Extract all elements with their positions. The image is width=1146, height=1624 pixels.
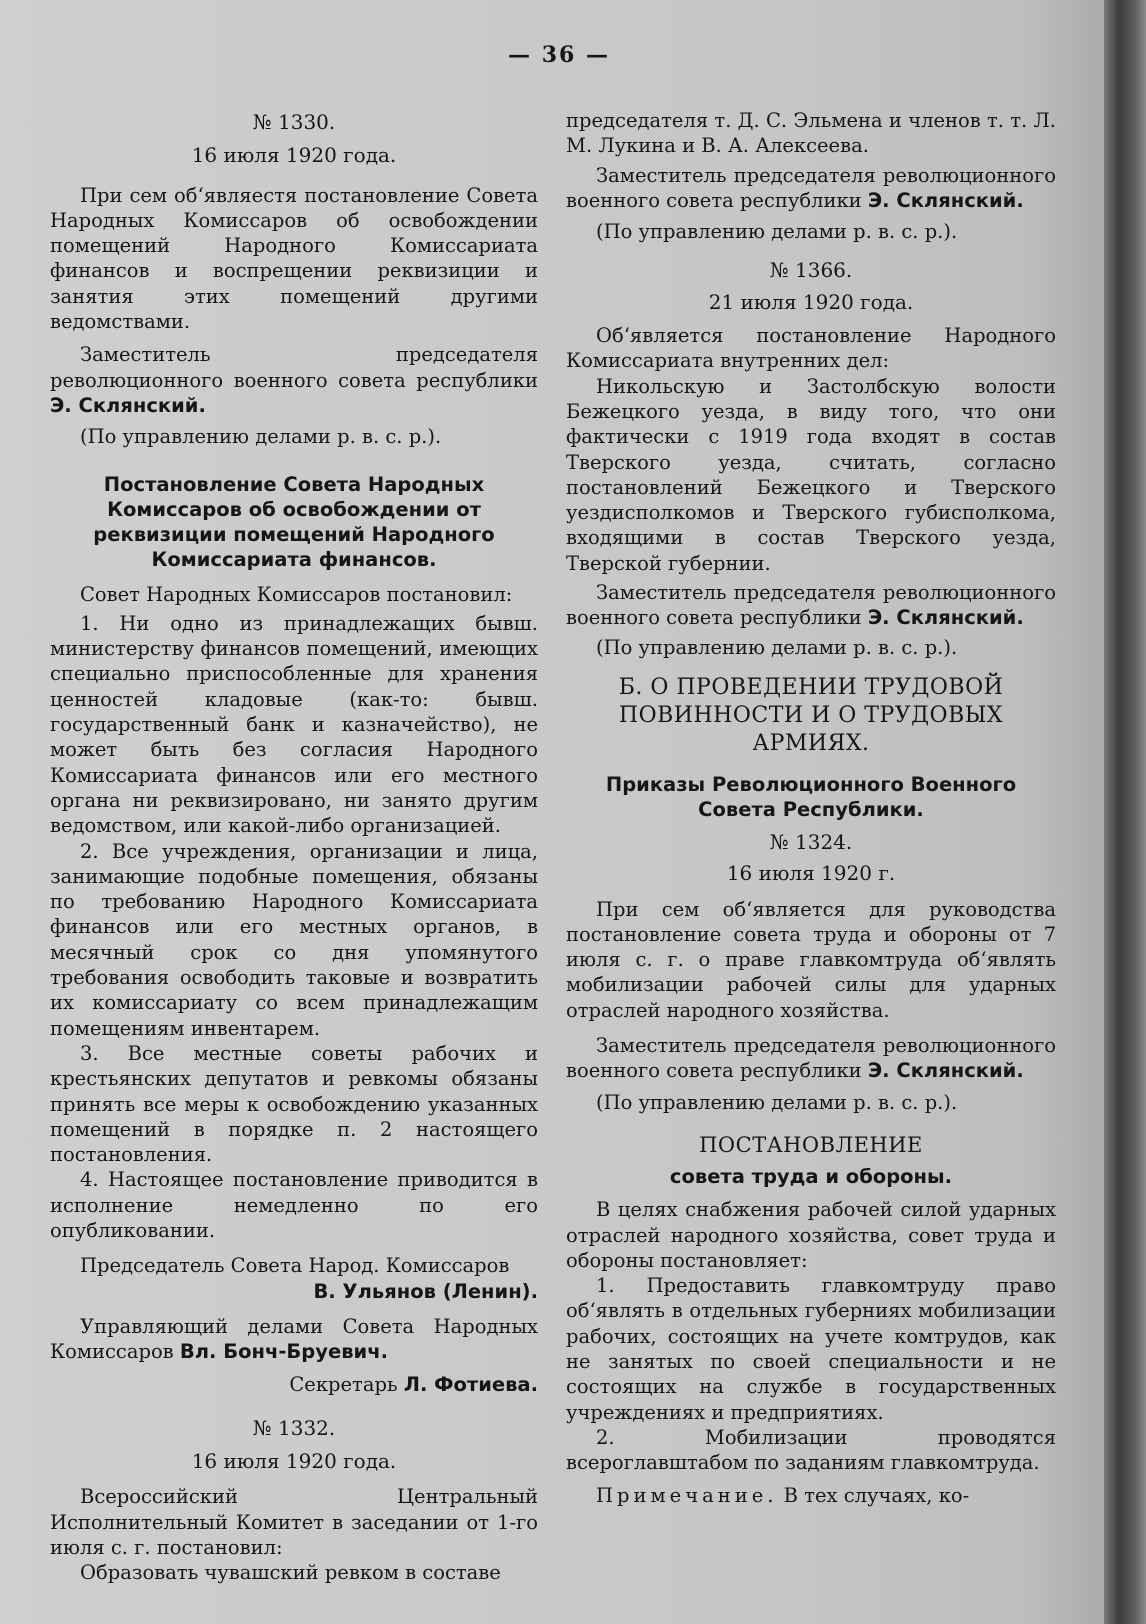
- order-text: Об‘является постановление Народного Комиссариата внутренних дел:: [566, 324, 1056, 373]
- resolution-intro: В целях снабжения рабочей силой ударных отраслей народного хозяйства, совет труда и обороны постановляет:: [566, 1198, 1056, 1272]
- manager-signature: [50, 1314, 538, 1365]
- order-number: № 1330.: [252, 110, 336, 134]
- order-number: № 1366.: [769, 258, 853, 283]
- resolution-subtitle: совета труда и обороны.: [669, 1165, 953, 1189]
- decree-paragraph: 4. Настоящее постановление приводится в исполнение немедленно по его опубликовании.: [50, 1168, 538, 1242]
- order-text: При сем об‘является для руководства постановление совета труда и обороны от 7 июля с. г. о праве главкомтруда об‘являть мобилизации рабочей силы для ударных отраслей народного хозяйства.: [566, 897, 1056, 1022]
- administrative-note: (По управлению делами р. в. с. р.).: [80, 425, 442, 449]
- signature-name: Э. Склянский.: [867, 188, 1024, 212]
- page-binding-edge: [1104, 0, 1146, 1624]
- signature-block: [566, 1033, 1056, 1084]
- order-number: № 1332.: [252, 1415, 336, 1440]
- signature-title: Заместитель председателя революционного военного совета республики: [50, 343, 538, 392]
- secretary-signature: [50, 1372, 538, 1397]
- administrative-note: (По управлению делами р. в. с. р.).: [596, 635, 958, 659]
- manager-title: Управляющий делами Совета Народных Комиссаров: [50, 1314, 538, 1364]
- decree-paragraph: 1. Ни одно из принадлежащих бывш. министерству финансов помещений, имеющих специально приспособленные для хранения ценностей кладовые (как-то: бывш. государственный банк и казначейство), не может быть без согласия Народного Комиссариата финансов или его местного органа ни реквизировано, ни занято другим ведомством, или какой-либо организацией.: [50, 611, 538, 838]
- order-text: Всероссийский Центральный Исполнительный Комитет в заседании от 1-го июля с. г. постановил:: [50, 1485, 538, 1559]
- signature-block: [50, 342, 538, 418]
- order-text: Образовать чувашский ревком в составе: [80, 1561, 501, 1585]
- chairman-name: В. Ульянов (Ленин).: [313, 1279, 538, 1303]
- section-heading: Б. О ПРОВЕДЕНИИ ТРУДОВОЙ ПОВИННОСТИ И О ТРУДОВЫХ АРМИЯХ.: [618, 674, 1004, 756]
- order-text-continued: председателя т. Д. С. Эльмена и членов т. т. Л. М. Лукина и В. А. Алексеева.: [566, 109, 1056, 158]
- decree-heading: Постановление Совета Народных Комиссаров об освобождении от реквизиции помещений Народного Комиссариата финансов.: [93, 472, 495, 571]
- left-column: [50, 110, 538, 1586]
- secretary-title: Секретарь: [289, 1373, 398, 1397]
- secretary-name: Л. Фотиева.: [403, 1373, 538, 1397]
- chairman-title: Председатель Совета Народ. Комиссаров: [80, 1254, 510, 1278]
- decree-paragraph: 3. Все местные советы рабочих и крестьянских депутатов и ревкомы обязаны принять все меры к освобождению указанных помещений в порядке п. 2 настоящего постановления.: [50, 1041, 538, 1167]
- orders-heading: Приказы Революционного Военного Совета Республики.: [605, 772, 1017, 821]
- order-date: 16 июля 1920 года.: [191, 1449, 397, 1474]
- order-text: При сем об‘являестя постановление Совета Народных Комиссаров об освобождении помещений Народного Комиссариата финансов и воспрещении реквизиции и занятия этих помещений другими ведомствами.: [50, 183, 538, 334]
- resolution-paragraph: 1. Предоставить главкомтруду право об‘являть в отдельных губерниях мобилизации рабочих, состоящих на учете комтрудов, как не занятых по своей специальности и не состоящих на службе в государственных учреждениях и предприятиях.: [566, 1274, 1056, 1424]
- order-date: 16 июля 1920 г.: [726, 861, 896, 886]
- administrative-note: (По управлению делами р. в. с. р.).: [596, 220, 958, 244]
- signature-block: [566, 580, 1056, 631]
- signature-name: Э. Склянский.: [50, 393, 206, 417]
- order-date: 16 июля 1920 года.: [191, 143, 397, 168]
- page-number: — 36 —: [508, 42, 610, 68]
- administrative-note: (По управлению делами р. в. с. р.).: [596, 1090, 958, 1114]
- right-column: [566, 108, 1056, 1509]
- resolution-title: ПОСТАНОВЛЕНИЕ: [699, 1132, 923, 1157]
- signature-block: [566, 163, 1056, 214]
- decree-paragraph: 2. Все учреждения, организации и лица, занимающие подобные помещения, обязаны по требованию Народного Комиссариата финансов или его местных органов, в месячный срок со дня упомянутого требования освободить таковые и возвратить их комиссариату со всем принадлежащим помещениям инвентарем.: [50, 839, 538, 1040]
- order-date: 21 июля 1920 года.: [708, 289, 914, 314]
- note-text: В тех случаях, ко-: [783, 1484, 970, 1508]
- order-text: Никольскую и Застолбскую волости Бежецкого уезда, в виду того, что они фактически с 1919 года входят в состав Тверского уезда, считать, согласно постановлений Бежецкого и Тверского уездисполкомов и Тверского губисполкома, входящими в состав Тверского уезда, Тверской губернии.: [566, 374, 1056, 575]
- signature-name: Э. Склянский.: [867, 606, 1024, 630]
- manager-name: Вл. Бонч-Бруевич.: [179, 1340, 388, 1364]
- signature-title: Заместитель председателя революционного военного совета республики: [566, 581, 1056, 630]
- signature-name: Э. Склянский.: [867, 1059, 1024, 1083]
- signature-title: Заместитель председателя революционного военного совета республики: [566, 1034, 1056, 1083]
- resolution-note: [566, 1483, 1056, 1508]
- resolution-paragraph: 2. Мобилизации проводятся всероглавштабом по заданиям главкомтруда.: [566, 1425, 1056, 1475]
- decree-intro: Совет Народных Комиссаров постановил:: [80, 582, 513, 606]
- note-label: Примечание.: [596, 1484, 778, 1508]
- signature-title: Заместитель председателя революционного военного совета республики: [566, 163, 1056, 212]
- order-number: № 1324.: [769, 829, 853, 854]
